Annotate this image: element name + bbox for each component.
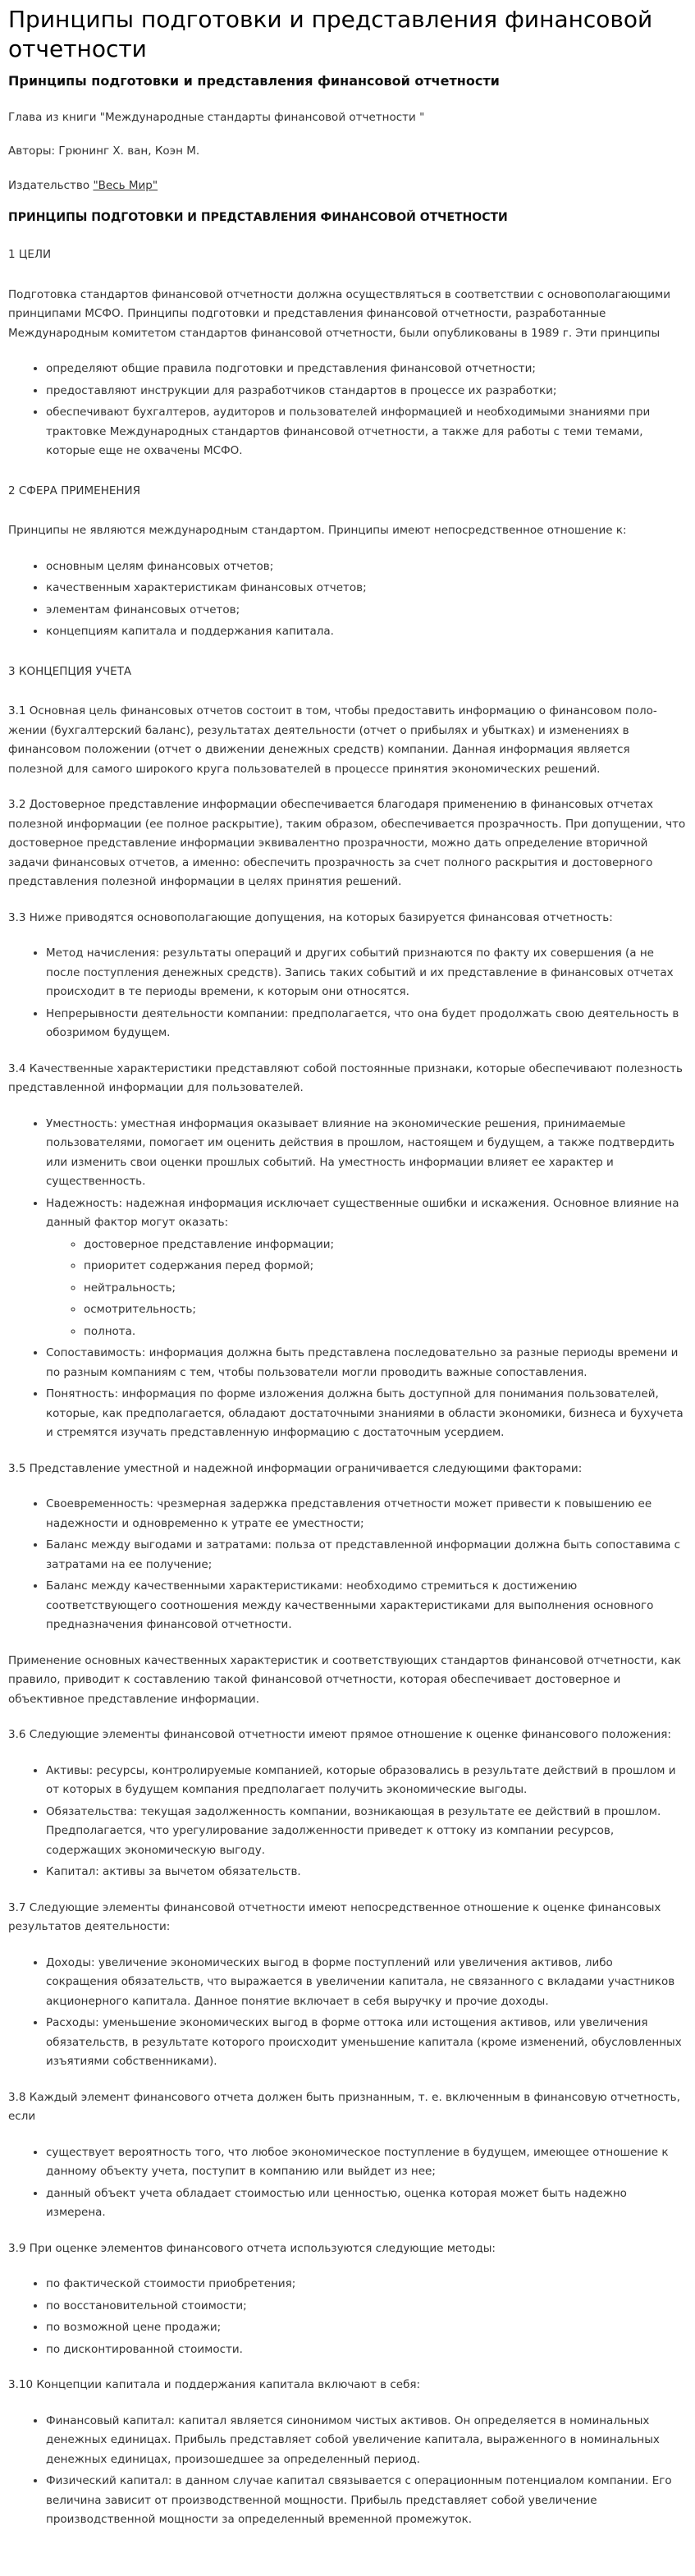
- paragraph: 3.4 Качественные характеристики представляют собой постоянные признаки, которые обеспечивают полезность представленной информации для пользователей.: [8, 1061, 684, 1095]
- list-item: • Капитал: активы за вычетом обязательств.: [46, 1863, 687, 1882]
- sublist-item: ◦ достоверное представление информации;: [84, 1235, 687, 1255]
- list-item: • концепциям капитала и поддержания капитала.: [46, 622, 687, 642]
- publisher-link[interactable]: "Весь Мир": [93, 178, 158, 192]
- list-recognition: [8, 2143, 687, 2223]
- list-item: • обеспечивают бухгалтеров, аудиторов и пользователей информацией и необходимыми знаниями при трактовке Международных стандартов финансовой отчетности, а также для работы с теми темами, которые еще не охвачены МСФО.: [46, 403, 687, 461]
- list-performance-elements: [8, 1954, 687, 2072]
- paragraph: Принципы не являются международным стандартом. Принципы имеют непосредственное отношение к:: [8, 524, 627, 538]
- sublist-item: ◦ нейтральность;: [84, 1279, 687, 1299]
- list-position-elements: [8, 1762, 687, 1882]
- paragraph: Подготовка стандартов финансовой отчетности должна осуществляться в соответствии с основополагающими принципами МСФО. Принципы подготовки и представления финансовой отчетности, разработанные Международным комитетом стандартов финансовой отчетности, были опубликованы в 1989 г. Эти принципы: [8, 287, 670, 340]
- list-item: • Баланс между качественными характеристиками: необходимо стремиться к достижению соответствующего соотношения между качественными характеристиками для выполнения основного предназначения финансовой отчетности.: [46, 1577, 687, 1635]
- list-item: • Своевременность: чрезмерная задержка представления отчетности может привести к повышению ее надежности и одновременно к утрате ее уместности;: [46, 1495, 687, 1533]
- list-item: • Уместность: уместная информация оказывает влияние на экономические решения, принимаемые пользователями, помогает им оценить действия в прошлом, настоящем и будущем, а также подтвердить или изменить свои оценки прошлых событий. На уместность информации влияет ее характер и существенность.: [46, 1115, 687, 1192]
- list-item: • Обязательства: текущая задолженность компании, возникающая в результате ее действий в прошлом. Предполагается, что урегулирование задолженности приведет к оттоку из компании ресурсов, содержащих экономическую выгоду.: [46, 1803, 687, 1861]
- page-title: Принципы подготовки и представления финансовой отчетности: [8, 6, 653, 63]
- list-assumptions: [8, 944, 687, 1043]
- article-title: Принципы подготовки и представления финансовой отчетности: [8, 72, 500, 89]
- sublist-item: ◦ приоритет содержания перед формой;: [84, 1257, 687, 1277]
- list-goals: [8, 360, 687, 461]
- list-item: • по фактической стоимости приобретения;: [46, 2275, 687, 2294]
- list-capital-concepts: [8, 2412, 687, 2530]
- list-item: • Финансовый капитал: капитал является синонимом чистых активов. Он определяется в номинальных денежных единицах. Прибыль представляет собой увеличение капитала, выраженного в номинальных денежных единицах, произошедшее за определенный период.: [46, 2412, 687, 2470]
- list-item: • по возможной цене продажи;: [46, 2318, 687, 2338]
- paragraph: Применение основных качественных характеристик и соответствующих стандартов финансовой отчетности, как правило, приводит к составлению такой финансовой отчетности, которая обеспечивает достоверное и объективное представление информации.: [8, 1653, 682, 1706]
- list-constraints: [8, 1495, 687, 1635]
- list-item: • основным целям финансовых отчетов;: [46, 557, 687, 577]
- list-item: • Доходы: увеличение экономических выгод в форме поступлений или увеличения активов, либо сокращения обязательств, что выражается в увеличении капитала, не связанного с вкладами участников акционерного капитала. Данное понятие включает в себя выручку и прочие доходы.: [46, 1954, 687, 2012]
- list-item: • по восстановительной стоимости;: [46, 2297, 687, 2317]
- list-item: • по дисконтированной стоимости.: [46, 2340, 687, 2360]
- list-item: • качественным характеристикам финансовых отчетов;: [46, 579, 687, 598]
- paragraph: 3.7 Следующие элементы финансовой отчетности имеют непосредственное отношение к оценке финансовых результатов деятельности:: [8, 1900, 661, 1934]
- list-item: • определяют общие правила подготовки и представления финансовой отчетности;: [46, 360, 687, 379]
- sublist-reliability: [46, 1235, 687, 1342]
- authors-info: Авторы: Грюнинг Х. ван, Коэн М.: [8, 144, 200, 158]
- list-item: • Активы: ресурсы, контролируемые компанией, которые образовались в результате действий в прошлом и от которых в будущем компания предполагает получить экономические выгоды.: [46, 1762, 687, 1800]
- list-qualitative: [8, 1115, 687, 1443]
- section-heading-goals: 1 ЦЕЛИ: [8, 248, 52, 262]
- list-item: • Расходы: уменьшение экономических выгод в форме оттока или истощения активов, или увеличения обязательств, в результате которого происходит уменьшение капитала (кроме изменений, обусловленных изъятиями собственниками).: [46, 2014, 687, 2072]
- list-item: • Баланс между выгодами и затратами: польза от представленной информации должна быть сопоставима с затратами на ее получение;: [46, 1536, 687, 1574]
- list-item: • Метод начисления: результаты операций и других событий признаются по факту их совершения (а не после поступления денежных средств). Запись таких событий и их представление в финансовых отчетах происходит в те периоды времени, к которым они относятся.: [46, 944, 687, 1002]
- paragraph: 3.10 Концепции капитала и поддержания капитала включают в себя:: [8, 2378, 421, 2392]
- list-item: • Физический капитал: в данном случае капитал связывается с операционным потенциалом компании. Его величина зависит от производственной мощности. Прибыль представляет собой увеличение производственной мощности за определенный временной промежуток.: [46, 2472, 687, 2530]
- sublist-item: ◦ полнота.: [84, 1322, 687, 1342]
- paragraph: 3.3 Ниже приводятся основополагающие допущения, на которых базируется финансовая отчетность:: [8, 910, 613, 924]
- paragraph: 3.5 Представление уместной и надежной информации ограничивается следующими факторами:: [8, 1461, 583, 1475]
- list-scope: [8, 557, 687, 642]
- list-item: [46, 1194, 687, 1342]
- list-item: • Понятность: информация по форме изложения должна быть доступной для понимания пользователей, которые, как предполагается, обладают достаточными знаниями в области экономики, бизнеса и бухучета и стремятся изучать представленную информацию с достаточным усердием.: [46, 1385, 687, 1443]
- chapter-info: Глава из книги "Международные стандарты финансовой отчетности ": [8, 110, 425, 124]
- list-item-text: Надежность: надежная информация исключает существенные ошибки и искажения. Основное влияние на данный фактор могут оказать:: [46, 1196, 679, 1230]
- list-item: • предоставляют инструкции для разработчиков стандартов в процессе их разработки;: [46, 382, 687, 401]
- publisher-info: [8, 176, 687, 196]
- paragraph: 3.6 Следующие элементы финансовой отчетности имеют прямое отношение к оценке финансового положения:: [8, 1728, 671, 1742]
- paragraph: 3.2 Достоверное представление информации обеспечивается благодаря применению в финансовых отчетах полезной информации (ее полное раскрытие), таким образом, обеспечивается прозрачность. При допущении, что достоверное представление информации эквивалентно прозрачности, можно дать определение вторичной задачи финансовых отчетов, а именно: обеспечить прозрачность за счет полного раскрытия и достоверного представления полезной информации в целях принятия решений.: [8, 798, 686, 889]
- paragraph: 3.1 Основная цель финансовых отчетов состоит в том, чтобы предоставить информацию о финансовом положении (бухгалтерский баланс), результатах деятельности (отчет о прибылях и убытках) и изменениях в финансовом положении (отчет о движении денежных средств) компании. Данная информация является полезной для самого широкого круга пользователей в процессе принятия экономических решений.: [8, 704, 657, 776]
- sublist-item: ◦ осмотрительность;: [84, 1300, 687, 1320]
- list-item: • элементам финансовых отчетов;: [46, 601, 687, 621]
- section-heading-concept: 3 КОНЦЕПЦИЯ УЧЕТА: [8, 664, 132, 678]
- document-heading: ПРИНЦИПЫ ПОДГОТОВКИ И ПРЕДСТАВЛЕНИЯ ФИНАНСОВОЙ ОТЧЕТНОСТИ: [8, 211, 508, 225]
- list-item: • Сопоставимость: информация должна быть представлена последовательно за разные периоды времени и по разным компаниям с тем, чтобы пользователи могли проводить важные сопоставления.: [46, 1344, 687, 1382]
- list-measurement: [8, 2275, 687, 2359]
- list-item: • существует вероятность того, что любое экономическое поступление в будущем, имеющее отношение к данному объекту учета, поступит в компанию или выйдет из нее;: [46, 2143, 687, 2182]
- paragraph: 3.8 Каждый элемент финансового отчета должен быть признанным, т. е. включенным в финансовую отчетность, если: [8, 2090, 680, 2124]
- list-item: • Непрерывности деятельности компании: предполагается, что она будет продолжать свою деятельность в обозримом будущем.: [46, 1005, 687, 1043]
- list-item: • данный объект учета обладает стоимостью или ценностью, оценка которая может быть надежно измерена.: [46, 2184, 687, 2223]
- paragraph: 3.9 При оценке элементов финансового отчета используются следующие методы:: [8, 2241, 496, 2255]
- publisher-prefix: Издательство: [8, 178, 94, 192]
- section-heading-scope: 2 СФЕРА ПРИМЕНЕНИЯ: [8, 484, 141, 497]
